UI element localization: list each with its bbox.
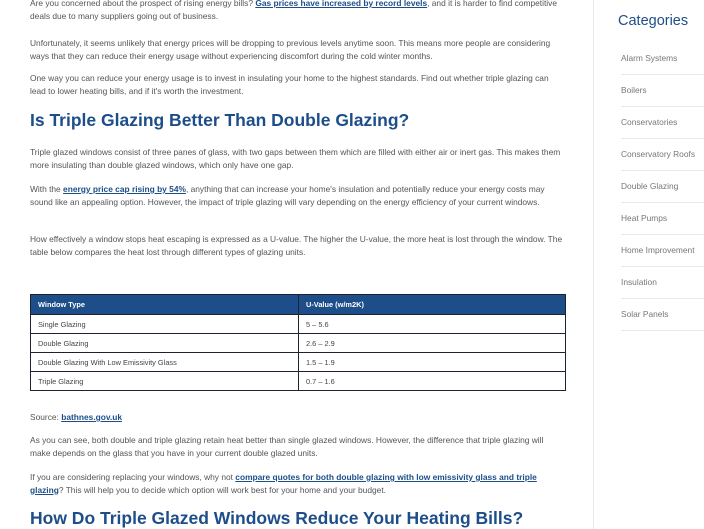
category-item-boilers[interactable]: Boilers bbox=[621, 75, 704, 107]
price-cap-link[interactable]: energy price cap rising by 54% bbox=[63, 184, 186, 194]
table-row bbox=[31, 334, 566, 353]
table-cell-window-type: Double Glazing bbox=[31, 334, 299, 353]
paragraph-u-value: How effectively a window stops heat escaping is expressed as a U-value. The higher the U-value, the more heat is lost through the window. The table below compares the heat lost through different types of glazing units. bbox=[30, 234, 563, 257]
category-item-heat-pumps[interactable]: Heat Pumps bbox=[621, 203, 704, 235]
source-line: Source: bathnes.gov.uk bbox=[30, 412, 123, 422]
category-list bbox=[621, 43, 704, 331]
table-row bbox=[31, 372, 566, 391]
gas-prices-link[interactable]: Gas prices have increased by record levels bbox=[255, 0, 428, 8]
paragraph-compare-quotes: If you are considering replacing your windows, why not compare quotes for both double glazing with low emissivity glass and triple glazing? This will help you to decide which option will work best for your home and your budget. bbox=[30, 472, 537, 495]
paragraph-prices-unlikely-drop: Unfortunately, it seems unlikely that energy prices will be dropping to previous levels anytime soon. This means more people are considering ways that they can reduce their energy usage without experiencing discomfort during the cold winter months. bbox=[30, 38, 551, 61]
table-row bbox=[31, 315, 566, 334]
paragraph-comparison-summary: As you can see, both double and triple glazing retain heat better than single glazed windows. However, the difference that triple glazing will make depends on the glass that you have in your current double glazed units. bbox=[30, 435, 544, 458]
category-item-solar-panels[interactable]: Solar Panels bbox=[621, 299, 704, 331]
table-cell-u-value: 2.6 – 2.9 bbox=[299, 334, 566, 353]
table-row bbox=[31, 353, 566, 372]
table-cell-u-value: 0.7 – 1.6 bbox=[299, 372, 566, 391]
category-item-conservatory-roofs[interactable]: Conservatory Roofs bbox=[621, 139, 704, 171]
category-item-home-improvement[interactable]: Home Improvement bbox=[621, 235, 704, 267]
table-cell-u-value: 5 – 5.6 bbox=[299, 315, 566, 334]
u-value-table bbox=[30, 294, 566, 391]
category-item-double-glazing[interactable]: Double Glazing bbox=[621, 171, 704, 203]
compare-quotes-link[interactable]: compare quotes for both double glazing with low emissivity glass and triple glazing bbox=[30, 472, 537, 495]
column-header-u-value: U-Value (w/m2K) bbox=[299, 295, 566, 315]
sidebar-title: Categories bbox=[618, 13, 689, 29]
sidebar bbox=[593, 0, 704, 529]
paragraph-reduce-usage: One way you can reduce your energy usage is to invest in insulating your home to the highest standards. Find out whether triple glazing can lead to lower heating bills, and if it's worth the investment. bbox=[30, 73, 549, 96]
category-item-conservatories[interactable]: Conservatories bbox=[621, 107, 704, 139]
paragraph-energy-bills: Are you concerned about the prospect of rising energy bills? Gas prices have increased by record levels, and it is harder to find competitive deals due to many suppliers going out of business. bbox=[30, 0, 558, 21]
section-heading-triple-vs-double: Is Triple Glazing Better Than Double Glazing? bbox=[30, 110, 410, 130]
section-heading-reduce-heating-bills: How Do Triple Glazed Windows Reduce Your Heating Bills? bbox=[30, 508, 524, 528]
table-cell-window-type: Double Glazing With Low Emissivity Glass bbox=[31, 353, 299, 372]
table-header-row bbox=[31, 295, 566, 315]
table-cell-window-type: Single Glazing bbox=[31, 315, 299, 334]
column-header-window-type: Window Type bbox=[31, 295, 299, 315]
table-cell-u-value: 1.5 – 1.9 bbox=[299, 353, 566, 372]
source-link[interactable]: bathnes.gov.uk bbox=[61, 412, 123, 422]
paragraph-triple-glazing-definition: Triple glazed windows consist of three panes of glass, with two gaps between them which are filled with either air or inert gas. This makes them more insulating than double glazed windows, which only have one gap. bbox=[30, 147, 561, 170]
paragraph-price-cap: With the energy price cap rising by 54%, anything that can increase your home's insulation and potentially reduce your energy costs may sound like an appealing option. However, the impact of triple glazing will vary depending on the energy efficiency of your current windows. bbox=[30, 184, 545, 207]
category-item-alarm-systems[interactable]: Alarm Systems bbox=[621, 43, 704, 75]
category-item-insulation[interactable]: Insulation bbox=[621, 267, 704, 299]
table-cell-window-type: Triple Glazing bbox=[31, 372, 299, 391]
